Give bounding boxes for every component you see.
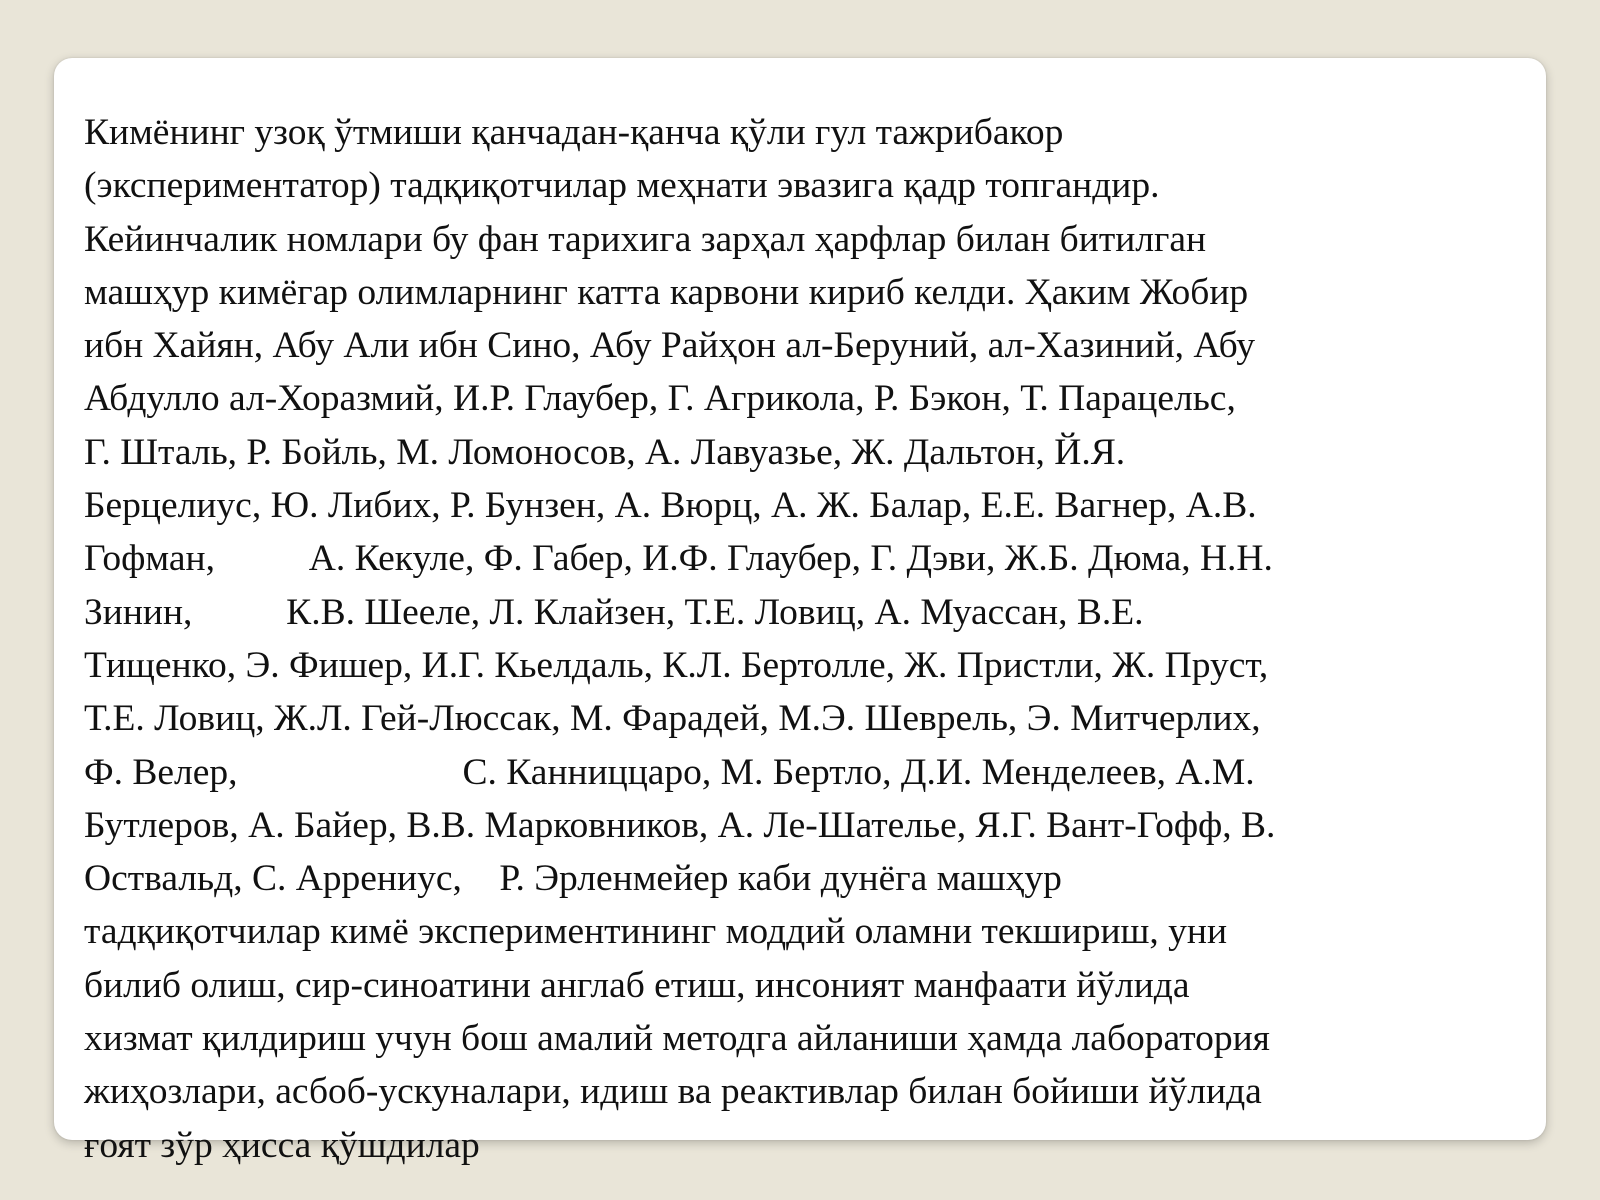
text-line: хизмат қилдириш учун бош амалий методга айланиши ҳамда лаборатория <box>84 1018 1270 1060</box>
text-line: Бутлеров, А. Байер, В.В. Марковников, А. Ле-Шателье, Я.Г. Вант-Гофф, В. <box>84 804 1276 846</box>
text-line: Кейинчалик номлари бу фан тарихига зарҳал ҳарфлар билан битилган <box>84 218 1207 260</box>
text-line: ғоят зўр ҳисса қўшдилар <box>84 1124 480 1166</box>
text-line: Г. Шталь, Р. Бойль, М. Ломоносов, А. Лавуазье, Ж. Дальтон, Й.Я. <box>84 431 1126 473</box>
text-line: Берцелиус, Ю. Либих, Р. Бунзен, А. Вюрц, А. Ж. Балар, Е.Е. Вагнер, А.В. <box>84 485 1257 527</box>
text-line: Абдулло ал-Хоразмий, И.Р. Глаубер, Г. Агрикола, Р. Бэкон, Т. Парацельс, <box>84 378 1236 420</box>
text-line: ибн Хайян, Абу Али ибн Сино, Абу Райҳон ал-Беруний, ал-Хазиний, Абу <box>84 325 1255 367</box>
text-line: Оствальд, С. Аррениус, Р. Эрленмейер каби дунёга машҳур <box>84 858 1062 900</box>
text-line: машҳур кимёгар олимларнинг катта карвони кириб келди. Ҳаким Жобир <box>84 271 1249 313</box>
text-line: Кимёнинг узоқ ўтмиши қанчадан-қанча қўли гул тажрибакор <box>84 112 1064 153</box>
text-line: Зинин, К.В. Шееле, Л. Клайзен, Т.Е. Ловиц, А. Муассан, В.Е. <box>84 591 1144 633</box>
text-line: билиб олиш, сир-синоатини англаб етиш, инсоният манфаати йўлида <box>84 964 1190 1006</box>
text-line: (экспериментатор) тадқиқотчилар меҳнати эвазига қадр топгандир. <box>84 165 1160 207</box>
body-paragraph <box>84 106 1514 1172</box>
text-line: жиҳозлари, асбоб-ускуналари, идиш ва реактивлар билан бойиши йўлида <box>84 1071 1262 1113</box>
text-line: Гофман, А. Кекуле, Ф. Габер, И.Ф. Глаубер, Г. Дэви, Ж.Б. Дюма, Н.Н. <box>84 538 1273 580</box>
text-line: Тищенко, Э. Фишер, И.Г. Кьелдаль, К.Л. Бертолле, Ж. Пристли, Ж. Пруст, <box>84 644 1269 686</box>
text-line: Ф. Велер, С. Канниццаро, М. Бертло, Д.И. Менделеев, А.М. <box>84 751 1255 793</box>
text-line: тадқиқотчилар кимё экспериментининг моддий оламни текшириш, уни <box>84 911 1228 953</box>
text-line: Т.Е. Ловиц, Ж.Л. Гей-Люссак, М. Фарадей, М.Э. Шеврель, Э. Митчерлих, <box>84 698 1261 740</box>
